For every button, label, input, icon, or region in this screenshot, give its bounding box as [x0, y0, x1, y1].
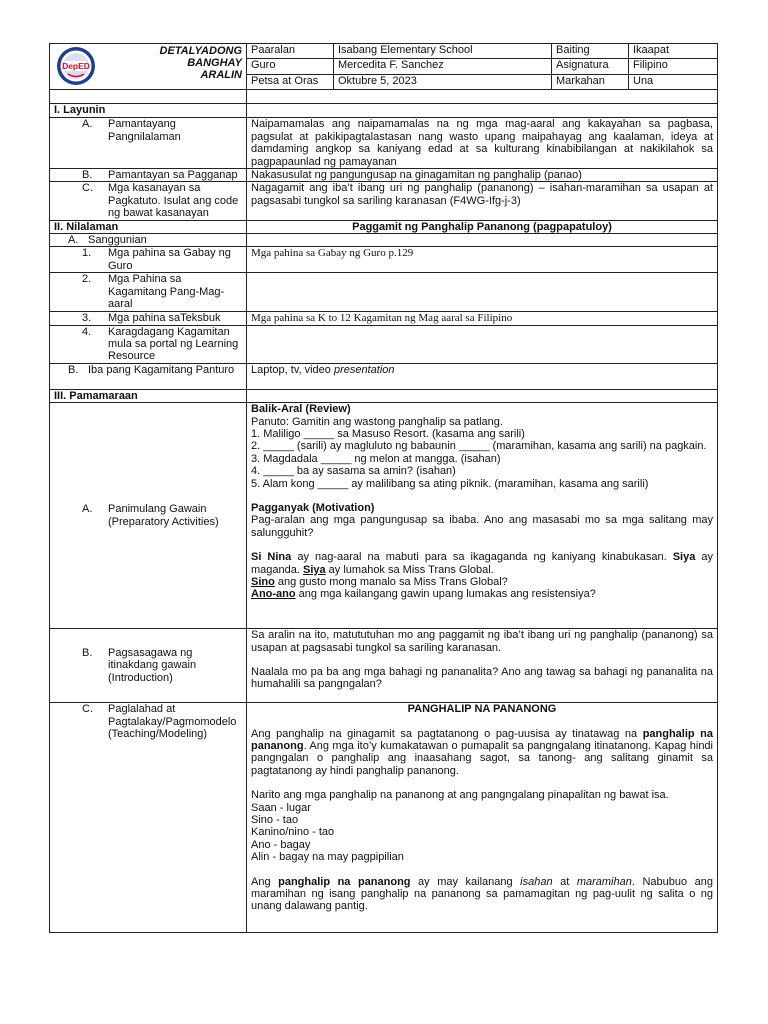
- teaching-paragraph: Ang panghalip na pananong ay may kailanang isahan at maramihan. Nabubuo ang maramihan ng isang panghalip na pananong sa pamamagitan ng pag-uulit ng salita o ng unang dalawang pantig.: [251, 875, 713, 913]
- pronoun-list-item: Sino - tao: [251, 813, 299, 826]
- row-value: Naipamamalas ang naipamamalas na ng mga mag-aaral ang kakayahan sa pagbasa, pagsulat at pakikipagtalastasan nang wasto upang maipahayag ang kaalaman, ideya at damdaming angkop sa kaniyang edad at sa kulturang kinabibilangan at nakikilahok sa pagpapaunlad ng pamayanan: [247, 118, 718, 169]
- deped-logo: [56, 46, 96, 89]
- row-label-pamantayang-pangnilalaman: [50, 118, 247, 169]
- review-item: 3. Magdadala _____ ng melon at mangga. (isahan): [251, 452, 501, 465]
- spacer-cell: [50, 90, 247, 104]
- review-item: 1. Maliligo _____ sa Masuso Resort. (kasama ang sarili): [251, 427, 525, 440]
- section-heading-nilalaman: II. Nilalaman: [50, 220, 247, 233]
- motivation-question: Ano-ano ang mga kailangang gawin upang lumakas ang resistensiya?: [251, 588, 596, 601]
- row-label-text: Mga Pahina sa Kagamitang Pang-Mag-aaral: [108, 273, 225, 311]
- motivation-question: Sino ang gusto mong manalo sa Miss Trans Global?: [251, 576, 508, 588]
- row-label-iba-pang-kagamitan: [50, 363, 247, 389]
- row-label-panimulang-gawain: [50, 403, 247, 629]
- header-value: Ikaapat: [629, 44, 718, 59]
- row-letter: A.: [68, 234, 79, 247]
- row-label-text: Mga pahina sa Gabay ng Guro: [108, 247, 231, 272]
- header-key: Guro: [247, 59, 334, 74]
- header-value: Oktubre 5, 2023: [334, 74, 552, 89]
- spacer-cell: [247, 90, 718, 104]
- row-label-text: Pagsasagawa ng itinakdang gawain (Introduction): [108, 647, 197, 684]
- header-key: Paaralan: [247, 44, 334, 59]
- header-title-line: DETALYADONG: [159, 45, 242, 57]
- row-number: 4.: [82, 325, 92, 338]
- row-letter: C.: [82, 182, 93, 195]
- header-value: Mercedita F. Sanchez: [334, 59, 552, 74]
- preparatory-activities: [247, 403, 718, 629]
- header-key: Markahan: [552, 74, 629, 89]
- row-number: 3.: [82, 311, 92, 324]
- teaching-content: [247, 703, 718, 933]
- row-value: [247, 273, 718, 311]
- row-label-gabay-guro: [50, 247, 247, 273]
- row-label-text: Pamantayan sa Pagganap: [108, 169, 238, 182]
- row-letter: A.: [82, 118, 93, 131]
- row-value: Mga pahina sa Gabay ng Guro p.129: [247, 247, 718, 273]
- section-heading-pamamaraan: III. Pamamaraan: [50, 389, 247, 402]
- introduction-paragraph: Sa aralin na ito, matututuhan mo ang paggamit ng iba’t ibang uri ng panghalip (pananong) sa usapan at pagsasabi tungkol sa sariling karanasan.: [251, 629, 713, 654]
- svg-text:DepED: DepED: [62, 61, 90, 72]
- row-label-pagsasagawa: [50, 629, 247, 703]
- teaching-paragraph: Narito ang mga panghalip na pananong at ang pangngalang pinapalitan ng bawat isa.: [251, 789, 669, 802]
- row-number: 2.: [82, 273, 92, 286]
- empty-cell: [247, 104, 718, 118]
- row-label-text: Iba pang Kagamitang Panturo: [88, 363, 235, 376]
- row-label-text: Paglalahad at Pagtalakay/Pagmomodelo (Teaching/Modeling): [108, 703, 237, 740]
- row-label-text: Sanggunian: [88, 234, 147, 247]
- introduction-content: [247, 629, 718, 703]
- review-title: Balik-Aral (Review): [251, 403, 351, 416]
- row-label-kagamitang-pang-mag-aaral: [50, 273, 247, 311]
- header-title-cell: [50, 44, 247, 90]
- row-label-text: Karagdagang Kagamitan mula sa portal ng Learning Resource: [108, 325, 239, 363]
- header-title-line: ARALIN: [200, 69, 242, 81]
- row-value: Nakasusulat ng pangungusap na ginagamitan ng panghalip (panao): [247, 169, 718, 182]
- row-label-kasanayan: [50, 182, 247, 220]
- introduction-paragraph: Naalala mo pa ba ang mga bahagi ng pananalita? Ano ang tawag sa bahagi ng pananalita na humahalili sa pangngalan?: [251, 665, 713, 691]
- header-key: Petsa at Oras: [247, 74, 334, 89]
- row-letter: B.: [82, 169, 93, 182]
- row-value: Nagagamit ang iba’t ibang uri ng panghalip (pananong) – isahan-maramihan sa usapan at pagsasabi tungkol sa sariling karanasan (F4WG-Ifg-j-3): [247, 182, 718, 220]
- row-label-text: Panimulang Gawain (Preparatory Activities): [108, 503, 219, 528]
- pronoun-list-item: Kanino/nino - tao: [251, 826, 335, 839]
- row-label-teksbuk: [50, 311, 247, 325]
- header-value: Una: [629, 74, 718, 89]
- lesson-topic: Paggamit ng Panghalip Pananong (pagpapatuloy): [247, 220, 718, 233]
- header-value: Filipino: [629, 59, 718, 74]
- row-number: 1.: [82, 247, 92, 260]
- lesson-plan-table: [49, 43, 718, 933]
- empty-cell: [247, 234, 718, 247]
- row-value: [247, 363, 718, 389]
- section-heading-layunin: I. Layunin: [50, 104, 247, 118]
- review-item: 2. _____ (sarili) ay magluluto ng babaunin _____ (maramihan, kasama ang sarili) na pagkain.: [251, 440, 707, 453]
- materials-text-italic: presentation: [333, 363, 395, 376]
- header-value: Isabang Elementary School: [334, 44, 552, 59]
- pronoun-list-item: Ano - bagay: [251, 838, 311, 851]
- row-value: Mga pahina sa K to 12 Kagamitan ng Mag aaral sa Filipino: [247, 311, 718, 325]
- row-label-text: Mga pahina saTeksbuk: [108, 311, 221, 324]
- teaching-title: PANGHALIP NA PANANONG: [407, 703, 557, 716]
- row-letter: C.: [82, 703, 93, 716]
- row-label-karagdagang-kagamitan: [50, 325, 247, 363]
- row-letter: A.: [82, 503, 93, 516]
- motivation-story: Si Nina ay nag-aaral na mabuti para sa ikagaganda ng kaniyang kinabukasan. Siya ay maganda. Siya ay lumahok sa Miss Trans Global.: [251, 551, 713, 576]
- pronoun-list-item: Saan - lugar: [251, 801, 311, 814]
- row-label-text: Mga kasanayan sa Pagkatuto. Isulat ang code ng bawat kasanayan: [108, 182, 239, 220]
- header-title-line: BANGHAY: [187, 57, 242, 69]
- row-value: [247, 325, 718, 363]
- header-key: Asignatura: [552, 59, 629, 74]
- teaching-paragraph: Ang panghalip na ginagamit sa pagtatanong o pag-uusisa ay tinatawag na panghalip na pananong. Ang mga ito’y kumakatawan o pumapalit sa pangngalang itinatanong. Kapag hindi pangngalan o panghalip ang inaasahang sagot, sa tanong- ang salitang ginamit sa pagtatanong ay hindi panghalip pananong.: [251, 727, 713, 777]
- pronoun-list-item: Alin - bagay na may pagpipilian: [251, 851, 404, 864]
- row-label-sanggunian: [50, 234, 247, 247]
- row-letter: B.: [82, 647, 93, 660]
- materials-text: Laptop, tv, video: [251, 363, 334, 376]
- row-label-text: Pamantayang Pangnilalaman: [108, 118, 181, 143]
- header-key: Baiting: [552, 44, 629, 59]
- review-item: 5. Alam kong _____ ay malilibang sa ating piknik. (maramihan, kasama ang sarili): [251, 477, 649, 490]
- row-label-pamantayan-sa-pagganap: [50, 169, 247, 182]
- row-letter: B.: [68, 363, 79, 376]
- motivation-title: Pagganyak (Motivation): [251, 501, 375, 514]
- review-instruction: Panuto: Gamitin ang wastong panghalip sa patlang.: [251, 415, 503, 428]
- review-item: 4. _____ ba ay sasama sa amin? (isahan): [251, 465, 456, 478]
- empty-cell: [247, 389, 718, 402]
- motivation-text: Pag-aralan ang mga pangungusap sa ibaba. Ano ang masasabi mo sa mga salitang may salungguhit?: [251, 514, 713, 539]
- row-label-paglalahad: [50, 703, 247, 933]
